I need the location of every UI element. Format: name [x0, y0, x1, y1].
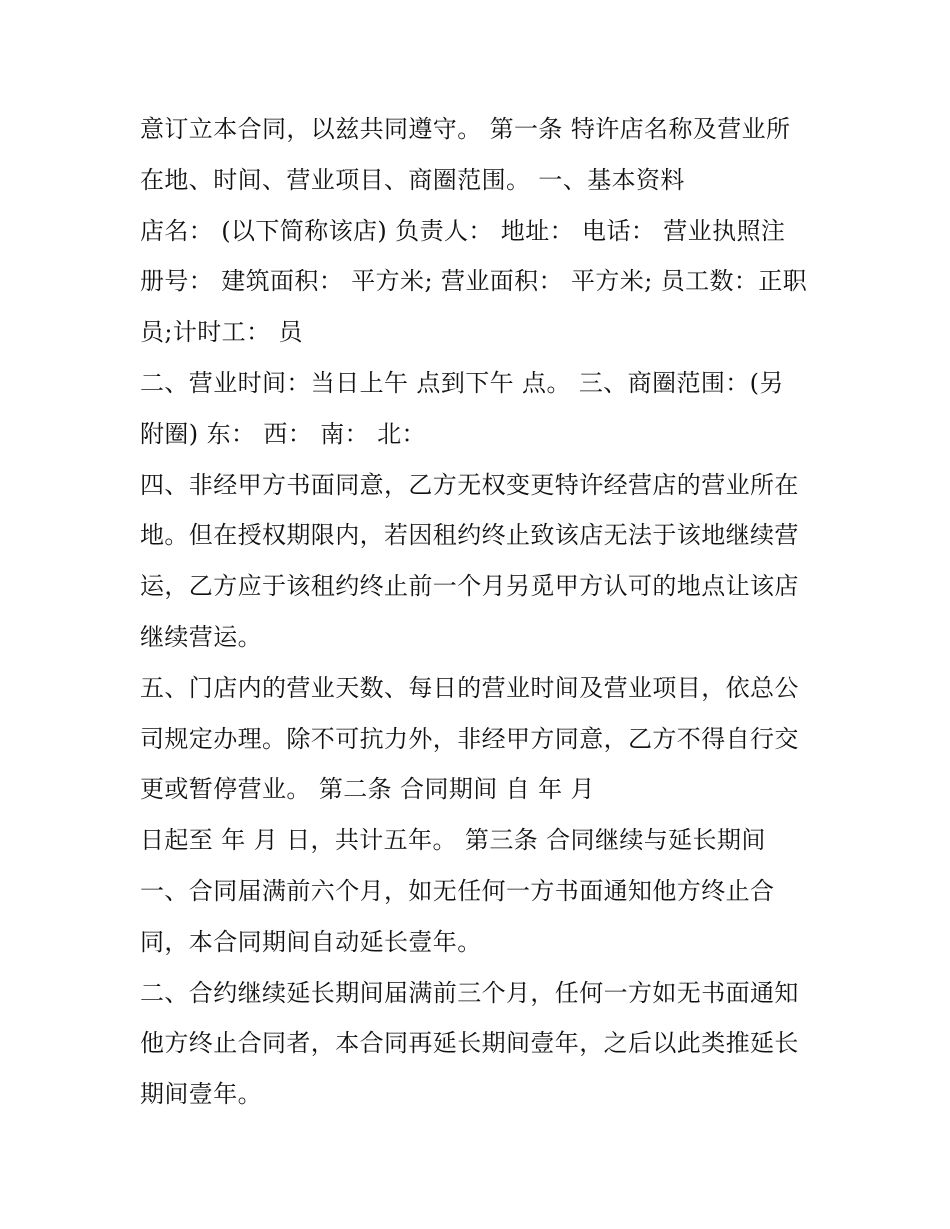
text-line: 日起至 年 月 日，共计五年。 第三条 合同继续与延长期间: [140, 826, 766, 855]
text-line: 四、非经甲方书面同意，乙方无权变更特许经营店的营业所在: [140, 470, 799, 499]
text-line: 期间壹年。: [140, 1080, 262, 1109]
text-line: 他方终止合同者，本合同再延长期间壹年，之后以此类推延长: [140, 1029, 799, 1058]
text-line: 二、营业时间：当日上午 点到下午 点。 三、商圈范围：(另: [140, 368, 784, 397]
text-line: 二、合约继续延长期间届满前三个月，任何一方如无书面通知: [140, 978, 799, 1007]
text-line: 意订立本合同，以兹共同遵守。 第一条 特许店名称及营业所: [140, 115, 791, 143]
text-line: 更或暂停营业。 第二条 合同期间 自 年 月: [140, 775, 595, 804]
text-line: 在地、时间、营业项目、商圈范围。 一、基本资料: [140, 165, 685, 194]
text-line: 五、门店内的营业天数、每日的营业时间及营业项目，依总公: [140, 673, 799, 702]
document-body: [140, 104, 820, 1120]
text-line: 地。但在授权期限内，若因租约终止致该店无法于该地继续营: [140, 521, 799, 550]
text-line: 附圈) 东： 西： 南： 北：: [140, 419, 426, 448]
text-line: 册号： 建筑面积： 平方米; 营业面积： 平方米; 员工数：正职: [140, 267, 808, 296]
text-line: 继续营运。: [140, 622, 262, 651]
text-line: 员;计时工： 员: [140, 318, 303, 347]
text-line: 一、合同届满前六个月，如无任何一方书面通知他方终止合: [140, 876, 775, 905]
text-line: 同，本合同期间自动延长壹年。: [140, 927, 482, 956]
text-line: 司规定办理。除不可抗力外，非经甲方同意，乙方不得自行交: [140, 724, 799, 753]
text-line: 运，乙方应于该租约终止前一个月另觅甲方认可的地点让该店: [140, 572, 799, 601]
text-line: 店名： (以下简称该店) 负责人： 地址： 电话： 营业执照注: [140, 216, 786, 245]
